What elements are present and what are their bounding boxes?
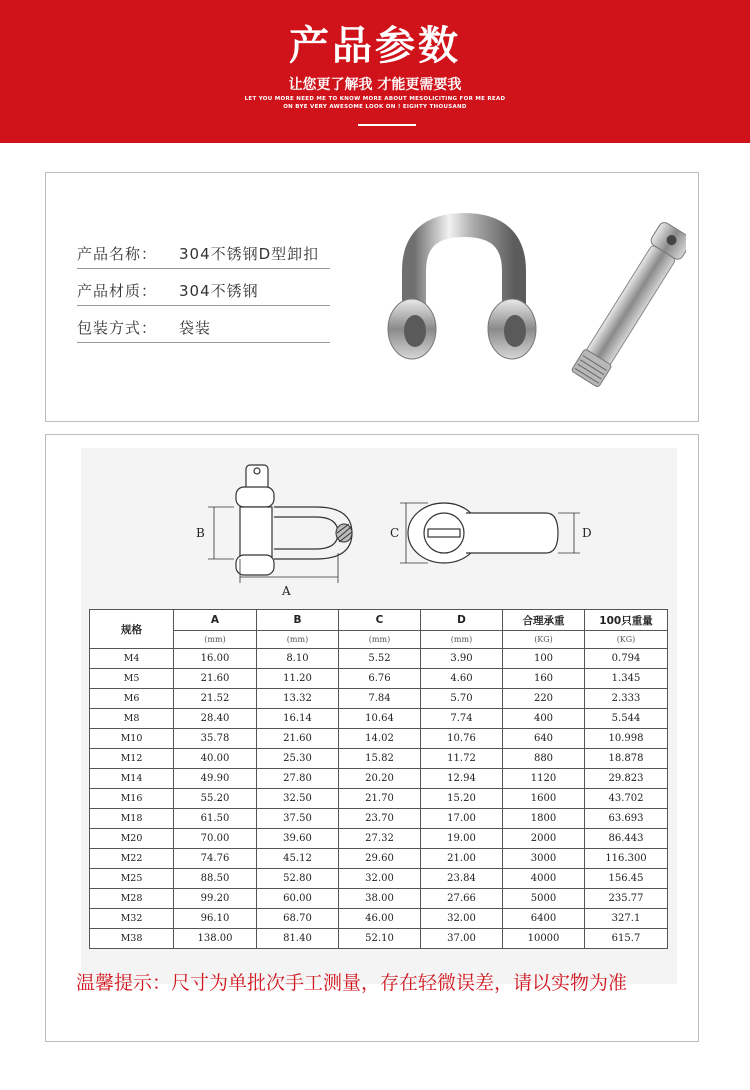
table-cell: 27.80 <box>257 769 339 789</box>
table-cell: 7.84 <box>339 689 421 709</box>
table-cell: 20.20 <box>339 769 421 789</box>
unit-cell: (mm) <box>421 631 503 649</box>
table-cell: 32.00 <box>421 909 503 929</box>
table-row <box>90 929 668 949</box>
header-spec: 规格 <box>90 610 174 649</box>
table-cell: 10.64 <box>339 709 421 729</box>
table-cell: 16.14 <box>257 709 339 729</box>
unit-cell: (mm) <box>174 631 257 649</box>
spec-size-cell: M20 <box>90 829 174 849</box>
table-cell: 21.60 <box>257 729 339 749</box>
table-cell: 3.90 <box>421 649 503 669</box>
label-d: D <box>582 526 592 540</box>
table-row <box>90 809 668 829</box>
product-info-box <box>45 172 699 422</box>
table-cell: 28.40 <box>174 709 257 729</box>
table-cell: 1120 <box>503 769 585 789</box>
info-label: 产品名称： <box>77 245 158 263</box>
table-cell: 5.544 <box>585 709 668 729</box>
table-cell: 88.50 <box>174 869 257 889</box>
table-cell: 99.20 <box>174 889 257 909</box>
table-cell: 23.70 <box>339 809 421 829</box>
table-row <box>90 769 668 789</box>
table-cell: 156.45 <box>585 869 668 889</box>
info-row-material <box>77 275 330 306</box>
dimension-diagram <box>166 449 606 599</box>
info-row-name <box>77 238 330 269</box>
table-row <box>90 909 668 929</box>
spec-size-cell: M12 <box>90 749 174 769</box>
table-row <box>90 709 668 729</box>
table-cell: 14.02 <box>339 729 421 749</box>
spec-size-cell: M18 <box>90 809 174 829</box>
unit-cell: (KG) <box>585 631 668 649</box>
table-row <box>90 729 668 749</box>
table-cell: 37.00 <box>421 929 503 949</box>
spec-size-cell: M14 <box>90 769 174 789</box>
table-cell: 68.70 <box>257 909 339 929</box>
table-row <box>90 649 668 669</box>
shackle-photo <box>376 203 686 403</box>
table-cell: 2000 <box>503 829 585 849</box>
table-cell: 100 <box>503 649 585 669</box>
header-a: A <box>174 610 257 631</box>
table-cell: 1600 <box>503 789 585 809</box>
page-subtitle: 让您更了解我 才能更需要我 <box>288 77 462 93</box>
label-a: A <box>282 584 291 598</box>
unit-cell: (mm) <box>257 631 339 649</box>
table-cell: 5000 <box>503 889 585 909</box>
table-cell: 5.70 <box>421 689 503 709</box>
table-cell: 45.12 <box>257 849 339 869</box>
table-cell: 96.10 <box>174 909 257 929</box>
table-cell: 17.00 <box>421 809 503 829</box>
table-row <box>90 669 668 689</box>
table-cell: 29.823 <box>585 769 668 789</box>
spec-table <box>89 609 668 949</box>
table-cell: 25.30 <box>257 749 339 769</box>
table-cell: 40.00 <box>174 749 257 769</box>
table-cell: 880 <box>503 749 585 769</box>
page-title: 产品参数 <box>289 23 461 69</box>
table-cell: 235.77 <box>585 889 668 909</box>
table-cell: 27.66 <box>421 889 503 909</box>
table-cell: 116.300 <box>585 849 668 869</box>
info-label: 产品材质： <box>77 282 158 300</box>
spec-size-cell: M8 <box>90 709 174 729</box>
table-row <box>90 869 668 889</box>
table-cell: 23.84 <box>421 869 503 889</box>
table-cell: 15.82 <box>339 749 421 769</box>
table-cell: 10.76 <box>421 729 503 749</box>
spec-size-cell: M10 <box>90 729 174 749</box>
info-value: 304不锈钢 <box>179 282 259 300</box>
table-cell: 52.80 <box>257 869 339 889</box>
info-row-packaging <box>77 312 330 343</box>
table-cell: 70.00 <box>174 829 257 849</box>
table-cell: 32.00 <box>339 869 421 889</box>
table-cell: 0.794 <box>585 649 668 669</box>
table-cell: 63.693 <box>585 809 668 829</box>
table-cell: 327.1 <box>585 909 668 929</box>
table-cell: 2.333 <box>585 689 668 709</box>
header-d: D <box>421 610 503 631</box>
table-cell: 4000 <box>503 869 585 889</box>
table-units-row <box>90 631 668 649</box>
table-cell: 81.40 <box>257 929 339 949</box>
table-cell: 640 <box>503 729 585 749</box>
table-cell: 21.52 <box>174 689 257 709</box>
table-row <box>90 789 668 809</box>
table-cell: 49.90 <box>174 769 257 789</box>
table-row <box>90 689 668 709</box>
table-cell: 15.20 <box>421 789 503 809</box>
table-cell: 55.20 <box>174 789 257 809</box>
table-cell: 4.60 <box>421 669 503 689</box>
info-value: 袋装 <box>179 319 212 337</box>
table-cell: 18.878 <box>585 749 668 769</box>
table-cell: 13.32 <box>257 689 339 709</box>
table-cell: 10.998 <box>585 729 668 749</box>
table-cell: 39.60 <box>257 829 339 849</box>
table-cell: 12.94 <box>421 769 503 789</box>
spec-size-cell: M5 <box>90 669 174 689</box>
table-cell: 615.7 <box>585 929 668 949</box>
table-cell: 43.702 <box>585 789 668 809</box>
english-tagline-2: ON BYE VERY AWESOME LOOK ON ! EIGHTY THOUSAND <box>283 104 467 110</box>
table-cell: 138.00 <box>174 929 257 949</box>
table-row <box>90 849 668 869</box>
table-cell: 52.10 <box>339 929 421 949</box>
table-body <box>90 649 668 949</box>
table-cell: 6.76 <box>339 669 421 689</box>
table-cell: 27.32 <box>339 829 421 849</box>
table-cell: 61.50 <box>174 809 257 829</box>
english-tagline-1: LET YOU MORE NEED ME TO KNOW MORE ABOUT MESOLICITING FOR ME READ <box>244 96 506 102</box>
table-cell: 11.20 <box>257 669 339 689</box>
table-cell: 1800 <box>503 809 585 829</box>
table-cell: 10000 <box>503 929 585 949</box>
table-row <box>90 749 668 769</box>
table-cell: 46.00 <box>339 909 421 929</box>
table-row <box>90 889 668 909</box>
table-cell: 19.00 <box>421 829 503 849</box>
header-load: 合理承重 <box>503 610 585 631</box>
table-cell: 35.78 <box>174 729 257 749</box>
table-cell: 220 <box>503 689 585 709</box>
table-cell: 86.443 <box>585 829 668 849</box>
header-banner <box>0 0 750 143</box>
header-weight: 100只重量 <box>585 610 668 631</box>
table-cell: 38.00 <box>339 889 421 909</box>
spec-size-cell: M25 <box>90 869 174 889</box>
table-cell: 74.76 <box>174 849 257 869</box>
table-cell: 160 <box>503 669 585 689</box>
header-divider <box>358 124 416 126</box>
table-cell: 32.50 <box>257 789 339 809</box>
spec-size-cell: M4 <box>90 649 174 669</box>
spec-size-cell: M28 <box>90 889 174 909</box>
label-b: B <box>196 526 205 540</box>
label-c: C <box>390 526 400 540</box>
table-cell: 37.50 <box>257 809 339 829</box>
table-cell: 21.60 <box>174 669 257 689</box>
table-cell: 6400 <box>503 909 585 929</box>
table-cell: 1.345 <box>585 669 668 689</box>
spec-size-cell: M32 <box>90 909 174 929</box>
table-cell: 400 <box>503 709 585 729</box>
specification-box <box>45 434 699 1042</box>
table-cell: 60.00 <box>257 889 339 909</box>
table-cell: 8.10 <box>257 649 339 669</box>
table-cell: 7.74 <box>421 709 503 729</box>
table-row <box>90 829 668 849</box>
table-cell: 5.52 <box>339 649 421 669</box>
table-cell: 3000 <box>503 849 585 869</box>
table-cell: 11.72 <box>421 749 503 769</box>
table-cell: 21.00 <box>421 849 503 869</box>
info-label: 包装方式： <box>77 319 158 337</box>
spec-size-cell: M22 <box>90 849 174 869</box>
disclaimer-note: 温馨提示：尺寸为单批次手工测量，存在轻微误差，请以实物为准 <box>76 972 628 994</box>
table-cell: 29.60 <box>339 849 421 869</box>
table-cell: 16.00 <box>174 649 257 669</box>
spec-size-cell: M16 <box>90 789 174 809</box>
info-value: 304不锈钢D型卸扣 <box>179 245 320 263</box>
table-header-row <box>90 610 668 631</box>
header-b: B <box>257 610 339 631</box>
unit-cell: (mm) <box>339 631 421 649</box>
unit-cell: (KG) <box>503 631 585 649</box>
header-c: C <box>339 610 421 631</box>
spec-size-cell: M6 <box>90 689 174 709</box>
table-cell: 21.70 <box>339 789 421 809</box>
spec-size-cell: M38 <box>90 929 174 949</box>
